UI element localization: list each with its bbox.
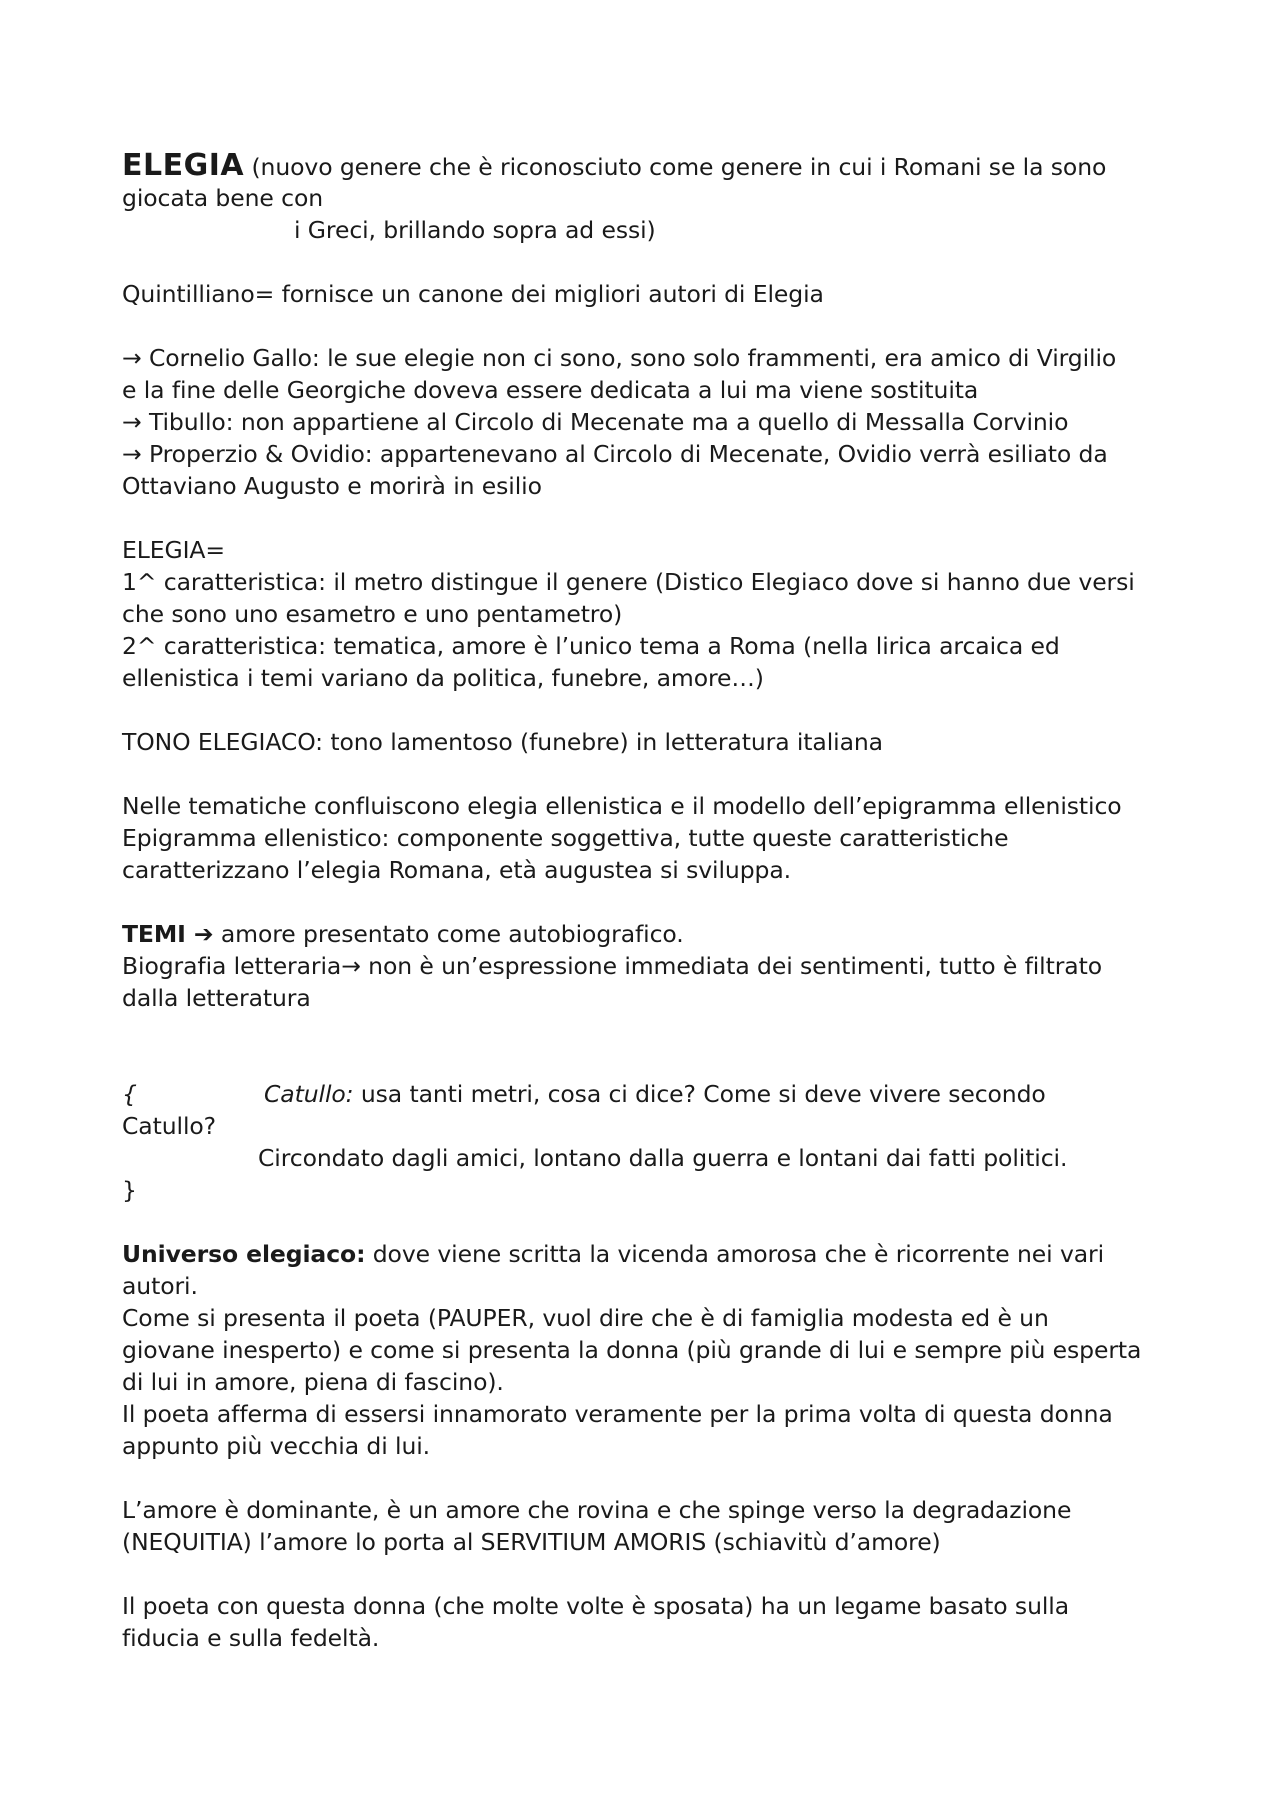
spacer bbox=[122, 758, 1182, 790]
autori-line: → Tibullo: non appartiene al Circolo di Mecenate ma a quello di Messalla Corvinio bbox=[122, 408, 1069, 436]
intro-text: (nuovo genere che è riconosciuto come genere in cui i Romani se la sono bbox=[244, 153, 1107, 181]
catullo-line-3: Circondato dagli amici, lontano dalla guerra e lontani dai fatti politici. bbox=[258, 1144, 1068, 1172]
legame-line: Il poeta con questa donna (che molte volte è sposata) ha un legame basato sulla bbox=[122, 1592, 1070, 1620]
quintilliano-line: Quintilliano= fornisce un canone dei migliori autori di Elegia bbox=[122, 280, 824, 308]
caratteristiche-line: ELEGIA= bbox=[122, 536, 225, 564]
temi-line-2: Biografia letteraria→ non è un’espressione immediata dei sentimenti, tutto è filtrato bbox=[122, 952, 1102, 980]
document-page bbox=[122, 150, 1182, 1654]
autori-line: e la fine delle Georgiche doveva essere dedicata a lui ma viene sostituita bbox=[122, 376, 979, 404]
open-brace: { bbox=[122, 1080, 137, 1108]
universo-text: dove viene scritta la vicenda amorosa che è ricorrente nei vari bbox=[365, 1240, 1105, 1268]
spacer bbox=[122, 886, 1182, 918]
autori-line: Ottaviano Augusto e morirà in esilio bbox=[122, 472, 542, 500]
document-title: ELEGIA bbox=[122, 148, 245, 183]
spacer bbox=[122, 1206, 1182, 1238]
caratteristiche-line: che sono uno esametro e uno pentametro) bbox=[122, 600, 623, 628]
catullo-name: Catullo: bbox=[264, 1080, 354, 1108]
temi-line-1 bbox=[122, 918, 1182, 950]
universo-line-1 bbox=[122, 1238, 1182, 1270]
universo-line: giovane inesperto) e come si presenta la donna (più grande di lui e sempre più esperta bbox=[122, 1336, 1142, 1364]
universo-line: Come si presenta il poeta (PAUPER, vuol dire che è di famiglia modesta ed è un bbox=[122, 1304, 1049, 1332]
catullo-text: usa tanti metri, cosa ci dice? Come si deve vivere secondo bbox=[353, 1080, 1046, 1108]
universo-line: Il poeta afferma di essersi innamorato veramente per la prima volta di questa donna bbox=[122, 1400, 1113, 1428]
spacer bbox=[122, 1462, 1182, 1494]
caratteristiche-line: 1^ caratteristica: il metro distingue il genere (Distico Elegiaco dove si hanno due versi bbox=[122, 568, 1135, 596]
universo-label: Universo elegiaco: bbox=[122, 1240, 366, 1268]
autori-line: → Cornelio Gallo: le sue elegie non ci sono, sono solo frammenti, era amico di Virgilio bbox=[122, 344, 1117, 372]
spacer bbox=[122, 246, 1182, 278]
spacer bbox=[122, 310, 1182, 342]
caratteristiche-line: 2^ caratteristica: tematica, amore è l’unico tema a Roma (nella lirica arcaica ed bbox=[122, 632, 1060, 660]
spacer bbox=[122, 1046, 1182, 1078]
close-brace: } bbox=[122, 1176, 137, 1204]
spacer bbox=[122, 1014, 1182, 1046]
spacer bbox=[122, 1558, 1182, 1590]
tematiche-line: Nelle tematiche confluiscono elegia ellenistica e il modello dell’epigramma ellenistico bbox=[122, 792, 1122, 820]
intro-line-1 bbox=[122, 150, 1182, 182]
amore-line: (NEQUITIA) l’amore lo porta al SERVITIUM AMORIS (schiavitù d’amore) bbox=[122, 1528, 941, 1556]
universo-line: di lui in amore, piena di fascino). bbox=[122, 1368, 504, 1396]
temi-label: TEMI ➔ bbox=[122, 920, 214, 948]
legame-line: fiducia e sulla fedeltà. bbox=[122, 1624, 380, 1652]
intro-line-2: giocata bene con bbox=[122, 184, 324, 212]
universo-line: appunto più vecchia di lui. bbox=[122, 1432, 431, 1460]
spacer bbox=[122, 694, 1182, 726]
temi-line-3: dalla letteratura bbox=[122, 984, 311, 1012]
catullo-line-1 bbox=[122, 1078, 1182, 1110]
catullo-line-2: Catullo? bbox=[122, 1112, 217, 1140]
temi-text: amore presentato come autobiografico. bbox=[213, 920, 684, 948]
tono-line: TONO ELEGIACO: tono lamentoso (funebre) in letteratura italiana bbox=[122, 728, 883, 756]
tematiche-line: Epigramma ellenistico: componente soggettiva, tutte queste caratteristiche bbox=[122, 824, 1009, 852]
autori-line: → Properzio & Ovidio: appartenevano al Circolo di Mecenate, Ovidio verrà esiliato da bbox=[122, 440, 1108, 468]
intro-line-3: i Greci, brillando sopra ad essi) bbox=[294, 216, 656, 244]
amore-line: L’amore è dominante, è un amore che rovina e che spinge verso la degradazione bbox=[122, 1496, 1072, 1524]
caratteristiche-line: ellenistica i temi variano da politica, funebre, amore…) bbox=[122, 664, 764, 692]
spacer bbox=[122, 502, 1182, 534]
tematiche-line: caratterizzano l’elegia Romana, età augustea si sviluppa. bbox=[122, 856, 791, 884]
universo-line: autori. bbox=[122, 1272, 198, 1300]
